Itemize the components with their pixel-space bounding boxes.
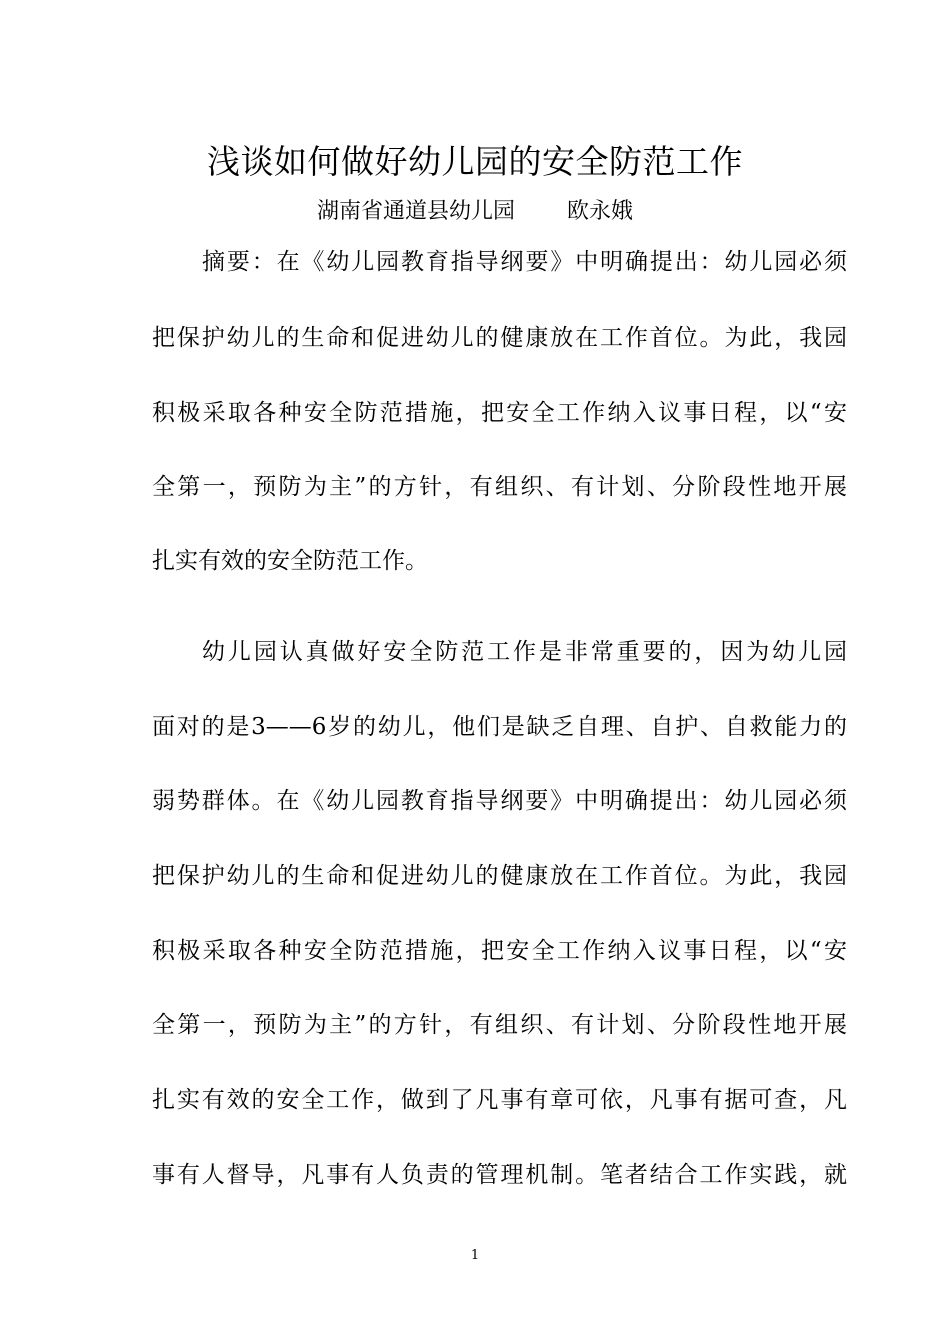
abstract-line: 把保护幼儿的生命和促进幼儿的健康放在工作首位。为此，我园 bbox=[152, 325, 847, 351]
abstract-line: 全第一，预防为主”的方针，有组织、有计划、分阶段性地开展 bbox=[152, 474, 847, 500]
abstract-line: 积极采取各种安全防范措施，把安全工作纳入议事日程，以“安 bbox=[152, 400, 847, 426]
page-number: 1 bbox=[470, 1248, 480, 1263]
body-line: 弱势群体。在《幼儿园教育指导纲要》中明确提出：幼儿园必须 bbox=[152, 788, 847, 814]
author-affiliation: 湖南省通道县幼儿园 bbox=[316, 199, 515, 224]
byline bbox=[0, 196, 950, 228]
body-line: 面对的是3——6岁的幼儿，他们是缺乏自理、自护、自救能力的 bbox=[152, 714, 847, 740]
body-line: 幼儿园认真做好安全防范工作是非常重要的，因为幼儿园 bbox=[202, 639, 847, 665]
body-line: 积极采取各种安全防范措施，把安全工作纳入议事日程，以“安 bbox=[152, 938, 847, 964]
body-line: 扎实有效的安全工作，做到了凡事有章可依，凡事有据可查，凡 bbox=[152, 1087, 847, 1113]
abstract-line: 扎实有效的安全防范工作。 bbox=[152, 548, 428, 574]
body-line: 全第一，预防为主”的方针，有组织、有计划、分阶段性地开展 bbox=[152, 1012, 847, 1038]
body-line: 事有人督导，凡事有人负责的管理机制。笔者结合工作实践，就 bbox=[152, 1162, 847, 1188]
document-title: 浅谈如何做好幼儿园的安全防范工作 bbox=[207, 142, 743, 181]
abstract-line: 摘要：在《幼儿园教育指导纲要》中明确提出：幼儿园必须 bbox=[202, 249, 847, 275]
body-line: 把保护幼儿的生命和促进幼儿的健康放在工作首位。为此，我园 bbox=[152, 863, 847, 889]
author-name: 欧永娥 bbox=[567, 199, 634, 224]
